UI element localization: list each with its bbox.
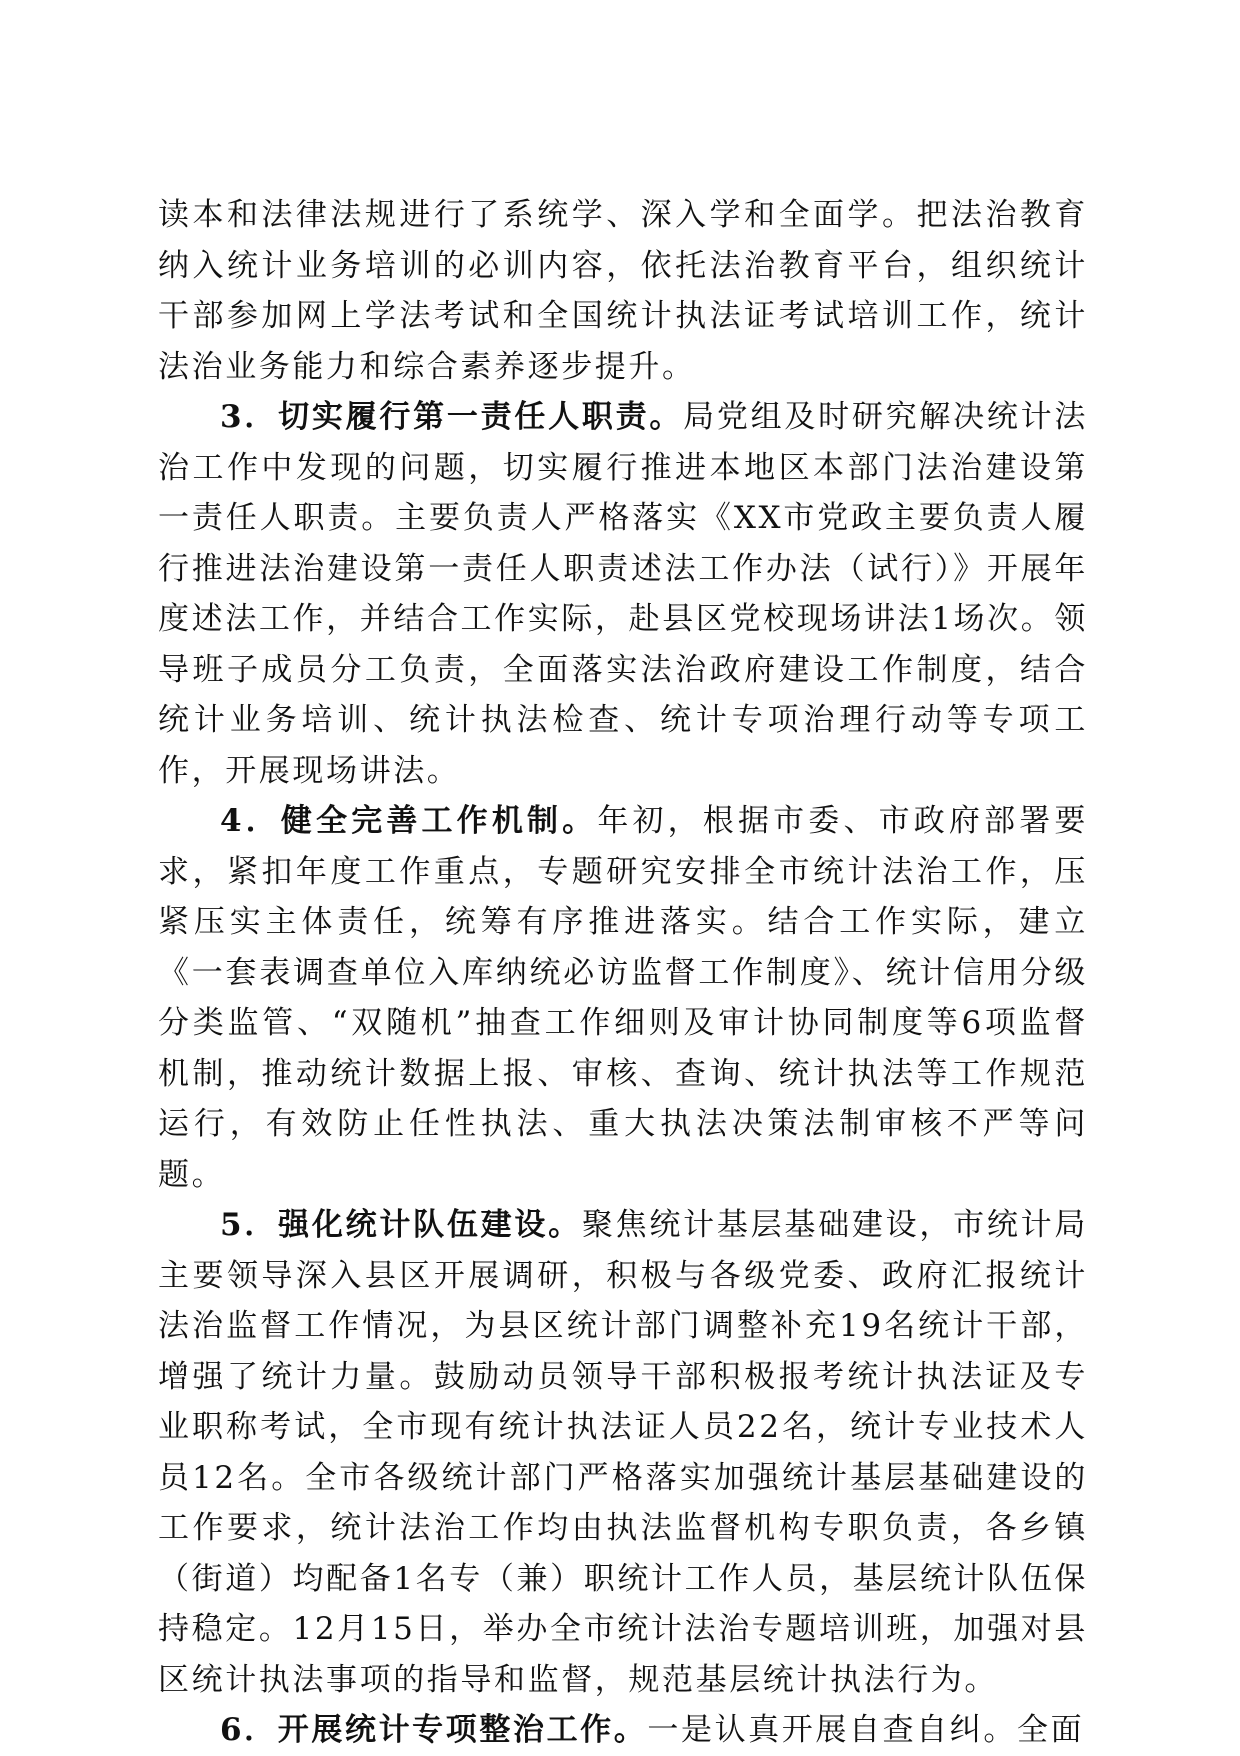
paragraph-heading: 4．健全完善工作机制。 — [220, 803, 598, 839]
paragraph-heading: 6．开展统计专项整治工作。 — [220, 1712, 648, 1748]
paragraph-continuation — [158, 190, 1088, 392]
paragraph-work-mechanism — [158, 796, 1088, 1200]
paragraph-body: 聚焦统计基层基础建设，市统计局主要领导深入县区开展调研，积极与各级党委、政府汇报统计法治监督工作情况，为县区统计部门调整补充19名统计干部，增强了统计力量。鼓励动员领导干部积极报考统计执法证及专业职称考试，全市现有统计执法证人员22名，统计专业技术人员12名。全市各级统计部门严格落实加强统计基层基础建设的工作要求，统计法治工作均由执法监督机构专职负责，各乡镇（街道）均配备1名专（兼）职统计工作人员，基层统计队伍保持稳定。12月15日，举办全市统计法治专题培训班，加强对县区统计执法事项的指导和监督，规范基层统计执法行为。 — [158, 1207, 1089, 1698]
paragraph-special-rectification — [158, 1705, 1088, 1756]
paragraph-body: 年初，根据市委、市政府部署要求，紧扣年度工作重点，专题研究安排全市统计法治工作，压紧压实主体责任，统筹有序推进落实。结合工作实际，建立《一套表调查单位入库纳统必访监督工作制度》、统计信用分级分类监管、“双随机”抽查工作细则及审计协同制度等6项监督机制，推动统计数据上报、审核、查询、统计执法等工作规范运行，有效防止任性执法、重大执法决策法制审核不严等问题。 — [158, 803, 1088, 1193]
paragraph-body: 一是认真开展自查自纠。全面 — [647, 1712, 1085, 1748]
paragraph-body: 局党组及时研究解决统计法治工作中发现的问题，切实履行推进本地区本部门法治建设第一责任人职责。主要负责人严格落实《XX市党政主要负责人履行推进法治建设第一责任人职责述法工作办法（试行）》开展年度述法工作，并结合工作实际，赴县区党校现场讲法1场次。领导班子成员分工负责，全面落实法治政府建设工作制度，结合统计业务培训、统计执法检查、统计专项治理行动等专项工作，开展现场讲法。 — [158, 399, 1089, 789]
paragraph-heading: 3．切实履行第一责任人职责。 — [220, 399, 684, 435]
paragraph-team-building — [158, 1200, 1088, 1705]
paragraph-heading: 5．强化统计队伍建设。 — [220, 1207, 582, 1243]
document-page — [158, 190, 1088, 1756]
paragraph-body: 读本和法律法规进行了系统学、深入学和全面学。把法治教育纳入统计业务培训的必训内容，依托法治教育平台，组织统计干部参加网上学法考试和全国统计执法证考试培训工作，统计法治业务能力和综合素养逐步提升。 — [158, 197, 1088, 385]
paragraph-first-responsible-person — [158, 392, 1088, 796]
